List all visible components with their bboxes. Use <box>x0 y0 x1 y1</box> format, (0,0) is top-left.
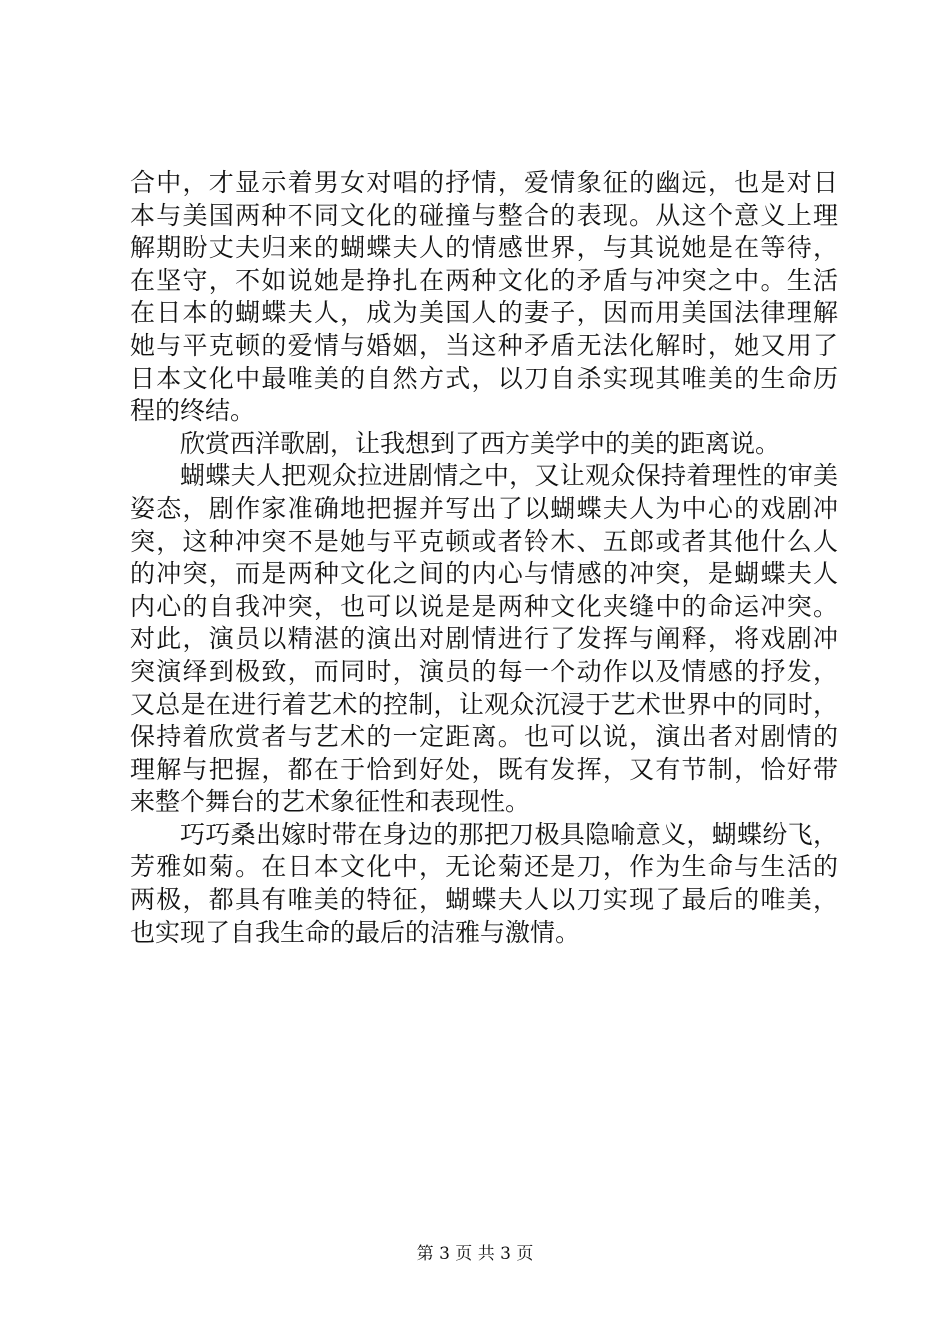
text-line: 在日本的蝴蝶夫人，成为美国人的妻子，因而用美国法律理解 <box>130 298 838 328</box>
text-line: 又总是在进行着艺术的控制，让观众沉浸于艺术世界中的同时， <box>130 689 838 719</box>
text-line: 对此，演员以精湛的演出对剧情进行了发挥与阐释，将戏剧冲 <box>130 624 838 654</box>
text-line: 理解与把握，都在于恰到好处，既有发挥，又有节制，恰好带 <box>130 754 838 784</box>
text-line: 本与美国两种不同文化的碰撞与整合的表现。从这个意义上理 <box>130 200 838 230</box>
text-line: 合中，才显示着男女对唱的抒情，爱情象征的幽远，也是对日 <box>130 168 838 197</box>
text-line: 保持着欣赏者与艺术的一定距离。也可以说，演出者对剧情的 <box>130 722 838 752</box>
text-line: 欣赏西洋歌剧，让我想到了西方美学中的美的距离说。 <box>180 428 781 458</box>
text-line: 的冲突，而是两种文化之间的内心与情感的冲突，是蝴蝶夫人 <box>130 559 838 589</box>
text-line: 姿态，剧作家准确地把握并写出了以蝴蝶夫人为中心的戏剧冲 <box>130 493 838 523</box>
document-body <box>130 167 838 949</box>
text-line: 日本文化中最唯美的自然方式，以刀自杀实现其唯美的生命历 <box>130 363 838 393</box>
text-line: 芳雅如菊。在日本文化中，无论菊还是刀，作为生命与生活的 <box>130 852 838 882</box>
text-line: 突演绎到极致，而同时，演员的每一个动作以及情感的抒发， <box>130 656 838 686</box>
text-line: 巧巧桑出嫁时带在身边的那把刀极具隐喻意义，蝴蝶纷飞， <box>180 819 838 849</box>
text-line: 在坚守，不如说她是挣扎在两种文化的矛盾与冲突之中。生活 <box>130 265 838 295</box>
text-line: 蝴蝶夫人把观众拉进剧情之中，又让观众保持着理性的审美 <box>180 461 838 491</box>
text-line: 两极，都具有唯美的特征，蝴蝶夫人以刀实现了最后的唯美， <box>130 885 838 915</box>
text-line: 解期盼丈夫归来的蝴蝶夫人的情感世界，与其说她是在等待， <box>130 233 838 263</box>
text-line: 也实现了自我生命的最后的洁雅与激情。 <box>130 917 581 947</box>
text-line: 程的终结。 <box>130 396 256 426</box>
text-line: 突，这种冲突不是她与平克顿或者铃木、五郎或者其他什么人 <box>130 526 838 556</box>
text-line: 她与平克顿的爱情与婚姻，当这种矛盾无法化解时，她又用了 <box>130 330 838 360</box>
text-line: 来整个舞台的艺术象征性和表现性。 <box>130 787 531 817</box>
text-line: 内心的自我冲突，也可以说是是两种文化夹缝中的命运冲突。 <box>130 591 838 621</box>
page-number: 第 3 页 共 3 页 <box>416 1244 534 1264</box>
